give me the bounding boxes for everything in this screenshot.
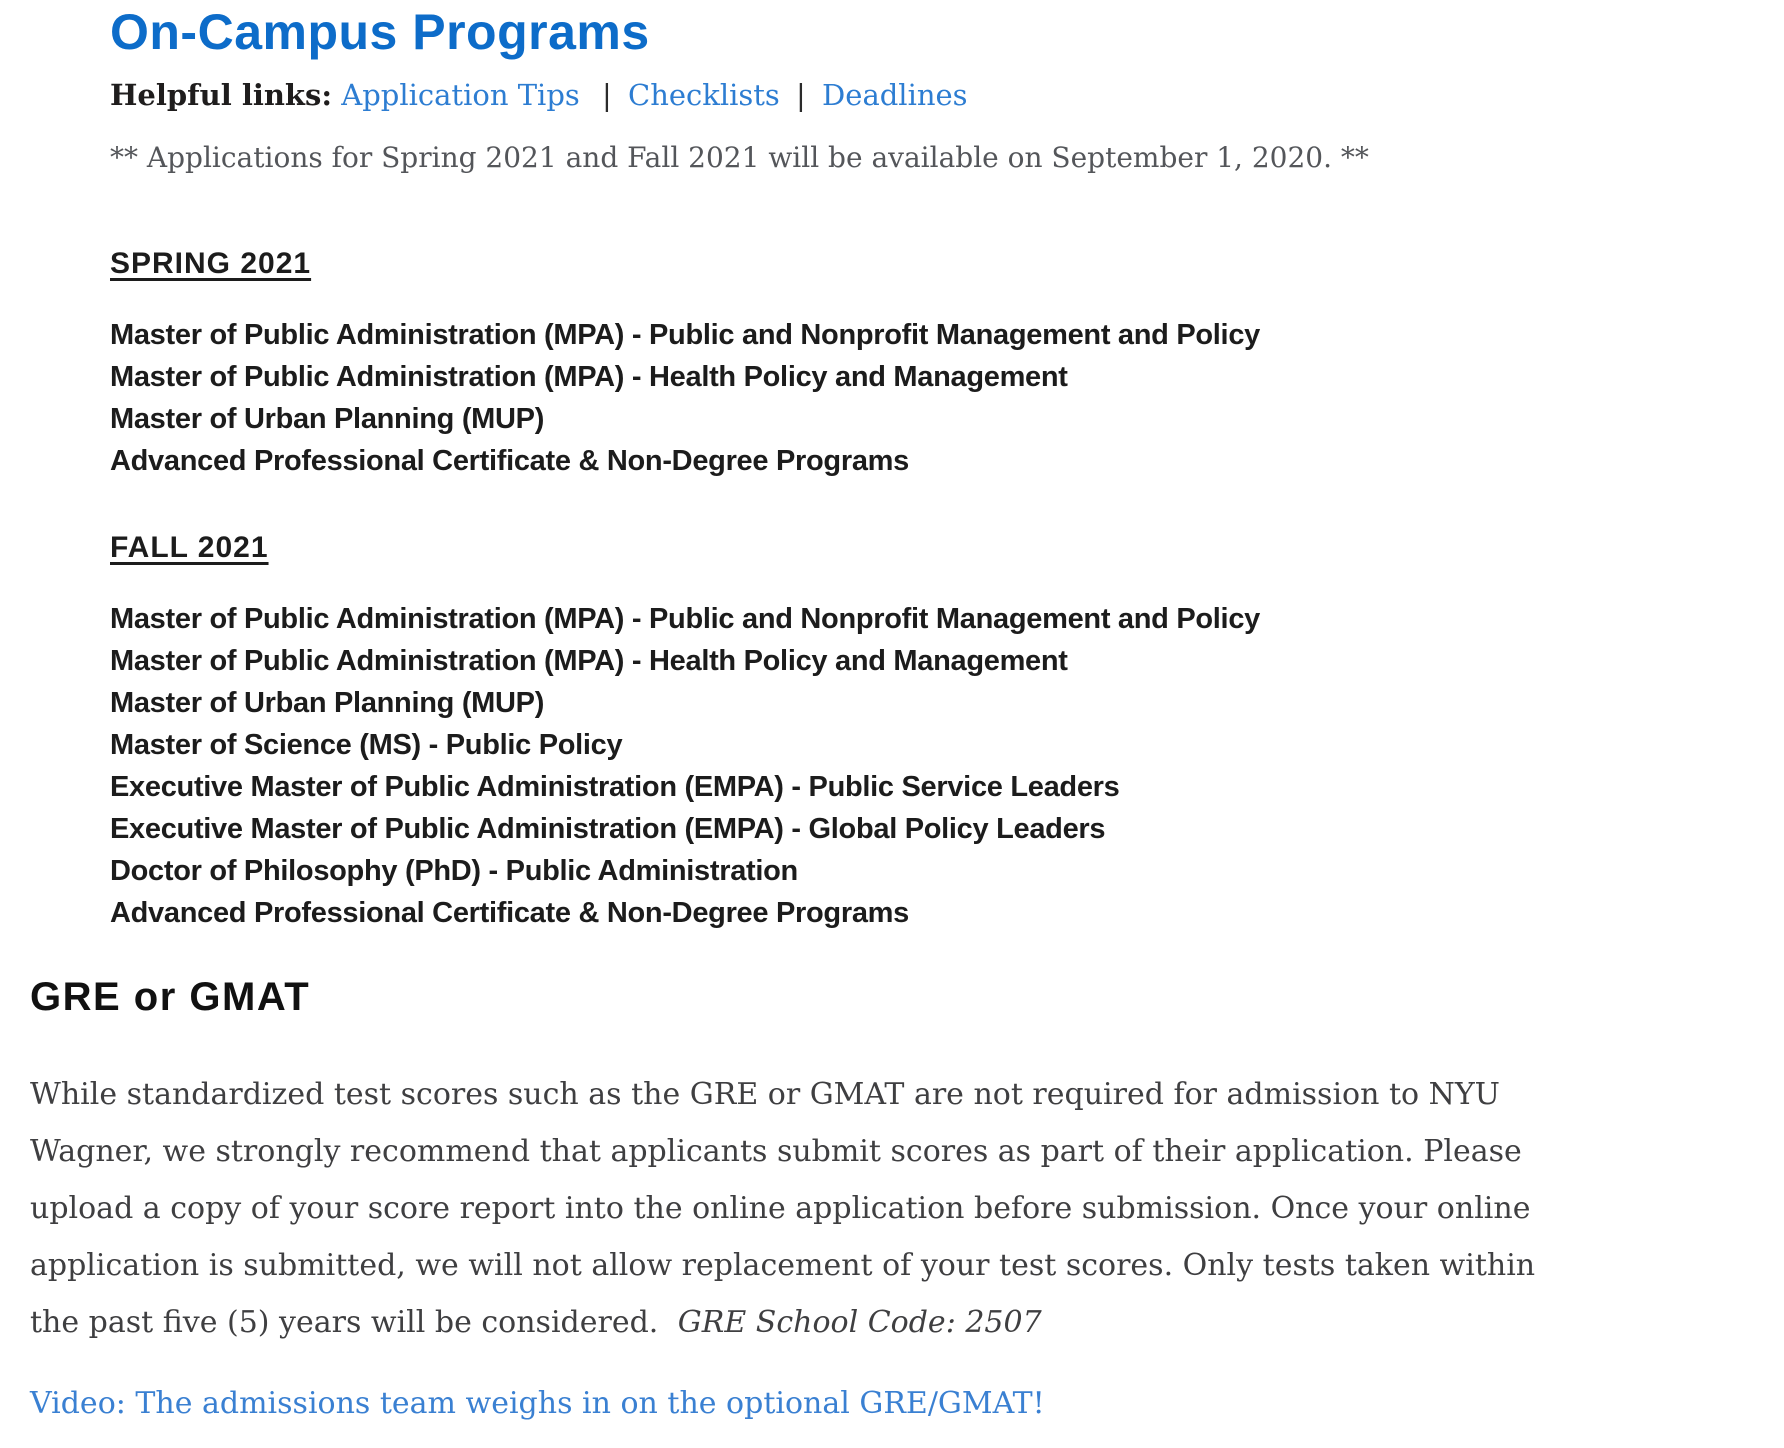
program-item: Master of Public Administration (MPA) - Health Policy and Management	[110, 645, 1068, 677]
term-heading-spring: SPRING 2021	[110, 247, 312, 280]
term-heading-fall: FALL 2021	[110, 531, 269, 564]
gre-gmat-paragraph-text: While standardized test scores such as the GRE or GMAT are not required for admission to NYU Wagner, we strongly recommend that applicants submit scores as part of their application. Please upload a copy of your score report into the online application before submission. Once your online application is submitted, we will not allow replacement of your test scores. Only tests taken within the past five (5) years will be considered.	[30, 1077, 1536, 1340]
availability-notice: ** Applications for Spring 2021 and Fall 2021 will be available on September 1, 2020. **	[110, 141, 1369, 174]
program-item: Master of Urban Planning (MUP)	[110, 403, 545, 435]
program-item: Master of Urban Planning (MUP)	[110, 687, 545, 719]
link-checklists[interactable]: Checklists	[628, 78, 780, 112]
programs-block	[0, 6, 1784, 934]
separator: |	[796, 78, 806, 112]
page-title: On-Campus Programs	[110, 4, 650, 60]
link-deadlines[interactable]: Deadlines	[822, 78, 968, 112]
spring-program-list	[110, 314, 1784, 482]
program-item: Doctor of Philosophy (PhD) - Public Administration	[110, 855, 798, 887]
separator: |	[602, 78, 612, 112]
program-item: Master of Science (MS) - Public Policy	[110, 729, 623, 761]
helpful-links-row	[110, 76, 1784, 114]
gre-gmat-section	[0, 974, 1784, 1425]
program-item: Executive Master of Public Administration (EMPA) - Global Policy Leaders	[110, 813, 1106, 845]
fall-program-list	[110, 598, 1784, 934]
video-link[interactable]: Video: The admissions team weighs in on the optional GRE/GMAT!	[30, 1386, 1045, 1421]
program-item: Master of Public Administration (MPA) - Health Policy and Management	[110, 361, 1068, 393]
gre-school-code: GRE School Code: 2507	[677, 1305, 1042, 1340]
gre-gmat-heading: GRE or GMAT	[30, 975, 311, 1019]
helpful-links-label: Helpful links:	[110, 78, 333, 112]
program-item: Advanced Professional Certificate & Non-Degree Programs	[110, 897, 909, 929]
gre-gmat-paragraph	[30, 1066, 1560, 1351]
program-item: Master of Public Administration (MPA) - Public and Nonprofit Management and Policy	[110, 603, 1260, 635]
program-item: Advanced Professional Certificate & Non-Degree Programs	[110, 445, 909, 477]
program-item: Executive Master of Public Administration (EMPA) - Public Service Leaders	[110, 771, 1120, 803]
program-item: Master of Public Administration (MPA) - Public and Nonprofit Management and Policy	[110, 319, 1260, 351]
link-application-tips[interactable]: Application Tips	[341, 78, 580, 112]
